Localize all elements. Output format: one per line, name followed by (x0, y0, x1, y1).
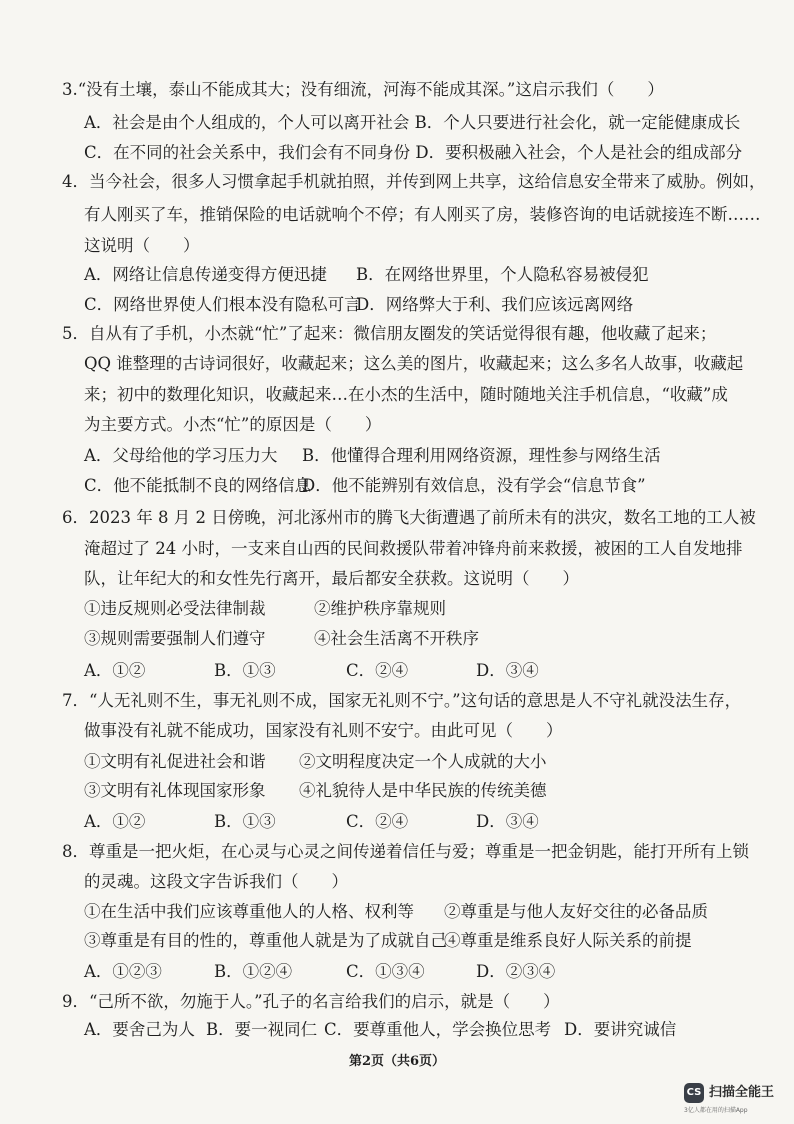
q9-stem: 9．“己所不欲，勿施于人。”孔子的名言给我们的启示，就是（ ） (62, 992, 560, 1011)
scanner-logo-icon: CS (684, 1083, 704, 1103)
q7-option-a: A．①② (84, 812, 146, 831)
q8-option-a: A．①②③ (84, 962, 162, 981)
q6-options (84, 659, 724, 683)
q8-stem-line1: 8．尊重是一把火炬，在心灵与心灵之间传递着信任与爱；尊重是一把金钥匙，能打开所有上锁 (62, 842, 749, 861)
q6-item-2: ②维护秩序靠规则 (314, 599, 446, 618)
q4-option-b: B．在网络世界里，个人隐私容易被侵犯 (356, 265, 649, 284)
q7-options (84, 810, 724, 834)
q5-option-d: D．他不能辨别有效信息，没有学会“信息节食” (302, 476, 646, 495)
q4-stem-line2: 有人刚买了车，推销保险的电话就响个不停；有人刚买了房，装修咨询的电话就接连不断…… (84, 205, 761, 224)
q8-item-1: ①在生活中我们应该尊重他人的人格、权利等 (84, 902, 414, 921)
q9-option-d: D．要讲究诚信 (564, 1020, 677, 1039)
q4-option-c: C．网络世界使人们根本没有隐私可言 (84, 295, 361, 314)
q5-options-row2 (84, 474, 724, 498)
q7-items-row1 (84, 750, 724, 774)
q8-option-d: D．②③④ (476, 962, 556, 981)
scanner-badge (682, 1081, 792, 1121)
q7-items-row2 (84, 779, 724, 803)
q6-item-4: ④社会生活离不开秩序 (314, 629, 479, 648)
q6-item-3: ③规则需要强制人们遵守 (84, 629, 266, 648)
q7-stem-line1: 7．“人无礼则不生，事无礼则不成，国家无礼则不宁。”这句话的意思是人不守礼就没法生存， (62, 691, 742, 710)
q5-stem-line3: 来；初中的数理化知识，收藏起来…在小杰的生活中，随时随地关注手机信息，“收藏”成 (84, 385, 728, 404)
scanner-tagline: 3亿人都在用的扫描App (684, 1107, 748, 1114)
q7-item-3: ③文明有礼体现国家形象 (84, 781, 266, 800)
q8-item-4: ④尊重是维系良好人际关系的前提 (444, 931, 692, 950)
q4-option-d: D．网络弊大于利、我们应该远离网络 (356, 295, 634, 314)
q7-item-1: ①文明有礼促进社会和谐 (84, 752, 266, 771)
q6-stem-line3: 队，让年纪大的和女性先行离开，最后都安全获救。这说明（ ） (84, 569, 579, 588)
q8-items-row1 (84, 900, 724, 924)
q5-stem-line4: 为主要方式。小杰“忙”的原因是（ ） (84, 415, 382, 434)
q8-options (84, 960, 724, 984)
q6-items-row1 (84, 597, 724, 621)
q5-options-row1 (84, 444, 724, 468)
q6-option-c: C．②④ (346, 661, 409, 680)
q9-options (84, 1018, 724, 1042)
q6-option-d: D．③④ (476, 661, 539, 680)
q8-option-c: C．①③④ (346, 962, 425, 981)
q5-stem-line2: QQ 谁整理的古诗词很好，收藏起来；这么美的图片，收藏起来；这么多名人故事，收藏起 (84, 354, 744, 373)
q4-stem-line1: 4．当今社会，很多人习惯拿起手机就拍照，并传到网上共享，这给信息安全带来了威胁。例如， (62, 172, 766, 191)
q5-option-b: B．他懂得合理利用网络资源，理性参与网络生活 (302, 446, 661, 465)
q7-item-2: ②文明程度决定一个人成就的大小 (299, 752, 547, 771)
q6-item-1: ①违反规则必受法律制裁 (84, 599, 266, 618)
q6-items-row2 (84, 627, 724, 651)
q6-option-a: A．①② (84, 661, 146, 680)
q9-option-c: C．要尊重他人，学会换位思考 (324, 1020, 552, 1039)
q4-option-a: A．网络让信息传递变得方便迅捷 (84, 265, 327, 284)
q7-stem-line2: 做事没有礼就不能成功，国家没有礼则不安宁。由此可见（ ） (84, 721, 563, 740)
q6-stem-line1: 6．2023 年 8 月 2 日傍晚，河北涿州市的腾飞大街遭遇了前所未有的洪灾，数名工地的工人被 (62, 508, 756, 527)
q7-option-b: B．①③ (214, 812, 276, 831)
q5-option-a: A．父母给他的学习压力大 (84, 446, 278, 465)
q5-stem-line1: 5．自从有了手机，小杰就“忙”了起来：微信朋友圈发的笑话觉得很有趣，他收藏了起来； (62, 324, 717, 343)
q3-stem: 3.“没有土壤，泰山不能成其大；没有细流，河海不能成其深。”这启示我们（ ） (62, 80, 664, 99)
q4-options-row1 (84, 263, 724, 287)
scanner-name: 扫描全能王 (709, 1085, 775, 1100)
q4-stem-line3: 这说明（ ） (84, 236, 200, 255)
q3-options-line2: C．在不同的社会关系中，我们会有不同身份 D．要积极融入社会，个人是社会的组成部分 (84, 143, 743, 162)
q6-option-b: B．①③ (214, 661, 276, 680)
q8-item-3: ③尊重是有目的性的，尊重他人就是为了成就自己 (84, 931, 447, 950)
q7-option-c: C．②④ (346, 812, 409, 831)
q7-item-4: ④礼貌待人是中华民族的传统美德 (299, 781, 547, 800)
q4-options-row2 (84, 293, 724, 317)
page-number: 第2页（共6页） (348, 1054, 446, 1069)
q7-option-d: D．③④ (476, 812, 539, 831)
q8-stem-line2: 的灵魂。这段文字告诉我们（ ） (84, 872, 348, 891)
q3-options-line1: A．社会是由个人组成的，个人可以离开社会 B．个人只要进行社会化，就一定能健康成长 (84, 113, 741, 132)
q6-stem-line2: 淹超过了 24 小时，一支来自山西的民间救援队带着冲锋舟前来救援，被困的工人自发地排 (84, 539, 743, 558)
q9-option-a: A．要舍己为人 (84, 1020, 195, 1039)
q8-items-row2 (84, 929, 724, 953)
q8-item-2: ②尊重是与他人友好交往的必备品质 (444, 902, 708, 921)
q5-option-c: C．他不能抵制不良的网络信息 (84, 476, 312, 495)
q9-option-b: B．要一视同仁 (206, 1020, 318, 1039)
q8-option-b: B．①②④ (214, 962, 293, 981)
